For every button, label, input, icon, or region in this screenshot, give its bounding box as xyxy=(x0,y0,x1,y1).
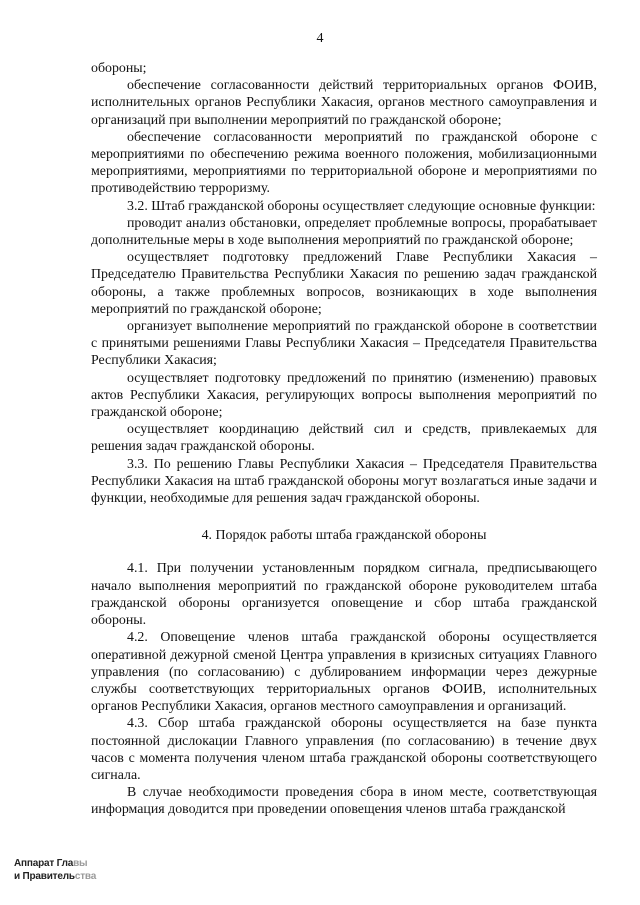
stamp-line-1-main: Аппарат Гла xyxy=(14,858,74,869)
paragraph-coordination-measures: обеспечение согласованности мероприятий по гражданской обороне с мероприятиями по обеспечению режима военного положения, мобилизационными мероприятиями, мероприятиями по территориальной обороне и мероприятиями по противодействию терроризму. xyxy=(91,129,597,197)
stamp-line-1 xyxy=(14,857,96,870)
paragraph-proposals-head: осуществляет подготовку предложений Главе Республики Хакасия – Председателю Правительства Республики Хакасия по решению задач гражданской обороны, а также проблемных вопросов, возникающих в ходе выполнения мероприятий по гражданской обороне; xyxy=(91,250,597,317)
stamp-line-2-main: и Правитель xyxy=(14,871,75,882)
stamp-line-1-faded: вы xyxy=(73,858,88,869)
stamp-line-2-faded: ства xyxy=(74,871,97,882)
paragraph-3-2: 3.2. Штаб гражданской обороны осуществляет следующие основные функции: xyxy=(127,198,596,214)
section-heading: 4. Порядок работы штаба гражданской обороны xyxy=(201,528,487,544)
document-body xyxy=(91,60,597,819)
paragraph-3-3: 3.3. По решению Главы Республики Хакасия – Председателя Правительства Республики Хакасия на штаб гражданской обороны могут возлагаться иные задачи и функции, необходимые для решения задач гражданской обороны. xyxy=(91,456,597,507)
page-number: 4 xyxy=(316,31,324,46)
paragraph-other-place: В случае необходимости проведения сбора в ином месте, соответствующая информация доводится при проведении оповещения членов штаба гражданской xyxy=(91,785,597,818)
stamp-line-2 xyxy=(14,870,96,883)
paragraph-coordination-forces: осуществляет координацию действий сил и средств, привлекаемых для решения задач гражданской обороны. xyxy=(91,422,597,455)
paragraph-analysis: проводит анализ обстановки, определяет проблемные вопросы, прорабатывает дополнительные меры в ходе выполнения мероприятий по гражданской обороне; xyxy=(91,215,597,249)
paragraph-4-2: 4.2. Оповещение членов штаба гражданской обороны осуществляется оперативной дежурной сменой Центра управления в кризисных ситуациях Главного управления (по согласованию) с дублированием информации через дежурные службы соответствующих территориальных органов ФОИВ, исполнительных органов Республики Хакасия, органов местного самоуправления и организаций. xyxy=(91,630,597,715)
paragraph-legal-acts: осуществляет подготовку предложений по принятию (изменению) правовых актов Республики Хакасия, регулирующих вопросы выполнения мероприятий по гражданской обороне; xyxy=(91,370,597,421)
agency-stamp xyxy=(14,857,96,883)
paragraph-continuation: обороны; xyxy=(91,61,147,76)
paragraph-4-1: 4.1. При получении установленным порядком сигнала, предписывающего начало выполнения мероприятий по гражданской обороне руководителем штаба гражданской обороны организуется оповещение и сбор штаба гражданской обороны. xyxy=(91,561,597,629)
paragraph-coordination-foiv: обеспечение согласованности действий территориальных органов ФОИВ, исполнительных органов Республики Хакасия, органов местного самоуправления и организаций при выполнении мероприятий по гражданской обороне; xyxy=(91,78,597,128)
paragraph-organizes: организует выполнение мероприятий по гражданской обороне в соответствии с принятыми решениями Главы Республики Хакасия – Председателя Правительства Республики Хакасия; xyxy=(91,319,597,369)
paragraph-4-3: 4.3. Сбор штаба гражданской обороны осуществляется на базе пункта постоянной дислокации Главного управления (по согласованию) в течение двух часов с момента получения членом штаба гражданской обороны соответствующего сигнала. xyxy=(91,716,597,783)
